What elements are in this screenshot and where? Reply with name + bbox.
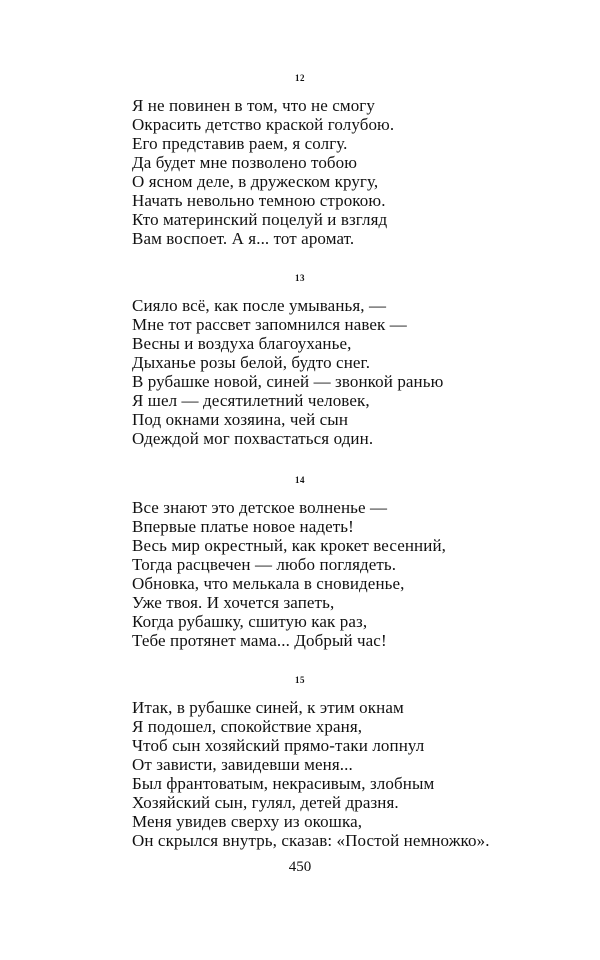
stanza-number: 14 xyxy=(295,475,305,485)
verse-line: Мне тот рассвет запомнился навек — xyxy=(132,315,407,334)
verse-line: От зависти, завидевши меня... xyxy=(132,755,353,774)
verse-line: Я не повинен в том, что не смогу xyxy=(132,96,375,115)
page-number: 450 xyxy=(288,859,312,875)
verse-line: Он скрылся внутрь, сказав: «Постой немножко». xyxy=(132,831,490,850)
stanza-number: 15 xyxy=(295,675,305,685)
verse-line: Все знают это детское волненье — xyxy=(132,498,388,517)
verse-line: Весны и воздуха благоуханье, xyxy=(132,334,352,353)
verse-line: Я подошел, спокойствие храня, xyxy=(132,717,363,736)
verse-line: Меня увидев сверху из окошка, xyxy=(132,812,363,831)
verse-line: Хозяйский сын, гулял, детей дразня. xyxy=(132,793,399,812)
verse-line: Впервые платье новое надеть! xyxy=(132,517,354,536)
verse-line: Окрасить детство краской голубою. xyxy=(132,115,395,134)
verse-line: Тогда расцвечен — любо поглядеть. xyxy=(132,555,397,574)
verse-line: Под окнами хозяина, чей сын xyxy=(132,410,349,429)
verse-line: Да будет мне позволено тобою xyxy=(132,153,358,172)
stanza-number: 12 xyxy=(295,73,305,83)
verse-line: Одеждой мог похвастаться один. xyxy=(132,429,374,448)
verse-line: Тебе протянет мама... Добрый час! xyxy=(132,631,387,650)
stanza xyxy=(132,296,572,448)
stanza xyxy=(132,698,572,850)
verse-line: Вам воспоет. А я... тот аромат. xyxy=(132,229,355,248)
verse-line: Итак, в рубашке синей, к этим окнам xyxy=(132,698,404,717)
stanza xyxy=(132,96,572,248)
verse-line: Уже твоя. И хочется запеть, xyxy=(132,593,335,612)
verse-line: Сияло всё, как после умыванья, — xyxy=(132,296,387,315)
stanza-number: 13 xyxy=(295,273,305,283)
verse-line: Чтоб сын хозяйский прямо-таки лопнул xyxy=(132,736,425,755)
verse-line: О ясном деле, в дружеском кругу, xyxy=(132,172,379,191)
verse-line: Был франтоватым, некрасивым, злобным xyxy=(132,774,435,793)
verse-line: В рубашке новой, синей — звонкой ранью xyxy=(132,372,444,391)
verse-line: Обновка, что мелькала в сновиденье, xyxy=(132,574,405,593)
verse-line: Весь мир окрестный, как крокет весенний, xyxy=(132,536,446,555)
verse-line: Кто материнский поцелуй и взгляд xyxy=(132,210,388,229)
verse-line: Когда рубашку, сшитую как раз, xyxy=(132,612,368,631)
verse-line: Его представив раем, я солгу. xyxy=(132,134,348,153)
stanza xyxy=(132,498,572,650)
verse-line: Дыханье розы белой, будто снег. xyxy=(132,353,371,372)
verse-line: Я шел — десятилетний человек, xyxy=(132,391,370,410)
verse-line: Начать невольно темною строкою. xyxy=(132,191,386,210)
